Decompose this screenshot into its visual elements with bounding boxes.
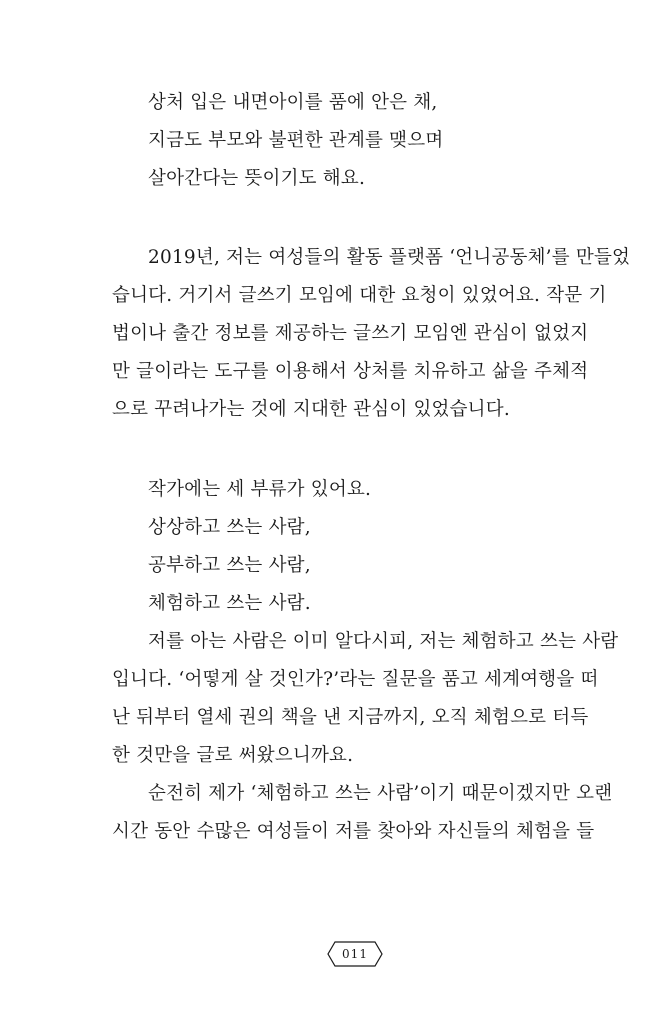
page-number: 011 [342,947,368,961]
text-line: 저를 아는 사람은 이미 알다시피, 저는 체험하고 쓰는 사람 [148,631,619,652]
text-line: 체험하고 쓰는 사람. [148,593,311,614]
text-line: 상상하고 쓰는 사람, [148,517,311,538]
text-line: 습니다. 거기서 글쓰기 모임에 대한 요청이 있었어요. 작문 기 [112,285,607,306]
text-line: 으로 꾸려나가는 것에 지대한 관심이 있었습니다. [112,399,510,420]
text-line: 만 글이라는 도구를 이용해서 상처를 치유하고 삶을 주체적 [112,361,589,382]
text-line: 지금도 부모와 불편한 관계를 맺으며 [148,130,444,151]
text-line: 한 것만을 글로 써왔으니까요. [112,745,354,766]
text-line: 입니다. ‘어떻게 살 것인가?’라는 질문을 품고 세계여행을 떠 [112,669,599,690]
text-line: 시간 동안 수많은 여성들이 저를 찾아와 자신들의 체험을 들 [112,821,595,842]
text-line: 법이나 출간 정보를 제공하는 글쓰기 모임엔 관심이 없었지 [112,323,589,344]
text-line: 순전히 제가 ‘체험하고 쓰는 사람’이기 때문이겠지만 오랜 [148,783,613,804]
text-line: 상처 입은 내면아이를 품에 안은 채, [148,92,438,113]
text-line: 2019년, 저는 여성들의 활동 플랫폼 ‘언니공동체’를 만들었 [148,247,631,268]
text-line: 작가에는 세 부류가 있어요. [148,479,372,500]
text-line: 공부하고 쓰는 사람, [148,555,311,576]
text-line: 난 뒤부터 열세 권의 책을 낸 지금까지, 오직 체험으로 터득 [112,707,589,728]
page-number-badge [327,941,383,967]
text-line: 살아간다는 뜻이기도 해요. [148,168,366,189]
